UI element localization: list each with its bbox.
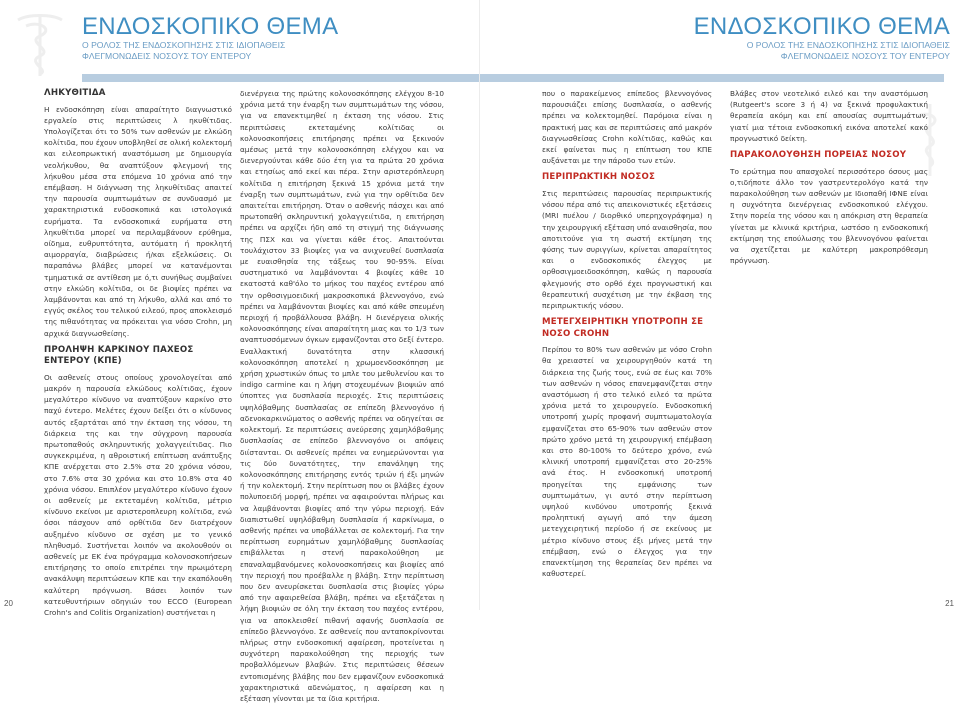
paragraph-surveillance: διενέργεια της πρώτης κολονοσκόπησης ελέγχου 8-10 χρόνια μετά την έναρξη των συμπτωμάτων της νόσου, για να επανεκτιμηθεί η έκταση της νόσου. Στις περιπτώσεις εκτεταμένης κολίτιδας οι κολονοσκοπήσεις επιτήρησης πρέπει να ξεκινούν αμέσως μετά την κολονοσκόπηση ελέγχου και να διενεργούνται κάθε δύο έτη για τα πρώτα 20 χρόνια και ετησίως από εκεί και πέρα. Στην αριστερόπλευρη κολίτιδα η επιτήρηση ξεκινά 15 χρόνια μετά την έναρξη των συμπτωμάτων, ενώ για την ορθίτιδα δεν απαιτείται επιτήρηση. Όταν ο ασθενής πάσχει και από πρωτοπαθή σκληρυντική χολαγγειίτιδα, η επιτήρηση πρέπει να αρχίζει ήδη από τη στιγμή της διάγνωσης της ΠΣΧ και να γίνεται κάθε έτος. Απαιτούνται τουλάχιστον 33 βιοψίες για να ανιχνευθεί δυσπλασία με ευαισθησία της τάξεως του 90-95%. Είναι συστηματικό να λαμβάνονται 4 βιοψίες κάθε 10 εκατοστά καθ'όλο το μήκος του παχέος εντέρου από την ορθοσιγμοειδική μακροσκοπικά βλεννογόνο, ενώ πρέπει να λαμβάνονται βιοψίες και από κάθε σπευμένη περιοχή ή προβάλλουσα βλάβη. Η διενέργεια ολικής κολονοσκόπησης είναι απαραίτητη μιας και το 1/3 των αναπτυσσόμενων όγκων εμφανίζονται στο δεξί έντερο. Εναλλακτική δυνατότητα στην κλασσική κολονοσκόπηση αποτελεί η χρωμοενδοσκόπηση με χρήση χρωστικών όπως το μπλε του μεθυλενίου και το indigo carmine και η λήψη στοχευμένων βιοψιών από ύποπτες για δυσπλασία περιοχές. Στις περιπτώσεις υψηλόβαθμης δυσπλασίας σε επίπεδη βλεννογόνο ή αδενοκαρκινώματος ο ασθενής πρέπει να οδηγείται σε κολεκτομή. Σε περιπτώσεις ανεύρεσης χαμηλόβαθμης δυσπλασίας σε επίπεδο βλεννογόνο οι απόψεις διίστανται. Οι ασθενείς πρέπει να ενημερώνονται για τις δύο δυνατότητες, την επανάληψη της κολονοσκόπησης επιτήρησης εντός τριών ή έξι μηνών ή την κολεκτομή. Στην περίπτωση που οι βλάβες έχουν πολυποειδή μορφή, πρέπει να αφαιρούνται πλήρως και να λαμβάνονται βιοψίες από την γύρω περιοχή. Εάν διαπιστωθεί υψηλόβαθμη δυσπλασία ή καρκίνωμα, ο ασθενής πρέπει να υποβάλλεται σε κολεκτομή. Για την περίπτωση ευρημάτων χαμηλόβαθμης δυσπλασίας επιβάλλεται η στενή παρακολούθηση με επαναλαμβανόμενες κολονοσκοπήσεις και βιοψίες από την περιοχή που προέβαλλε η βλάβη. Στην περίπτωση που δεν ανευρίσκεται δυσπλασία στις βιοψίες γύρω από την αφαιρεθείσα βλάβη, πρέπει να εξετάζεται η λήψη βιοψιών σε όλη την έκταση του παχέος εντέρου, για να αποκλεισθεί πιθανή αφανής δυσπλασία σε επίπεδο βλεννογόνο. Σε ασθενείς που ανταποκρίνονται πλήρως στην ενδοσκοπική αφαίρεση, προτείνεται η συχνότερη παρακολούθηση της περιοχής των προβαλλόμενων βλαβών. Στις περιπτώσεις θέσεων εντοπισμένης βλάβης που δεν εμφανίζουν ενδοσκοπικά χαρακτηριστικά αδενώματος, η αφαίρεση και η εξέταση γίνονται με τα ίδια κριτήρια. [240, 89, 444, 703]
section-heading-cancer-prevention: ΠΡΟΛΗΨΗ ΚΑΡΚΙΝΟΥ ΠΑΧΕΟΣ ΕΝΤΕΡΟΥ (ΚΠΕ) [44, 344, 194, 367]
section-heading-lekythitis: ΛΗΚΥΘΙΤΙΔΑ [44, 88, 106, 98]
left-header-subtitle-line2: ΦΛΕΓΜΟΝΩΔΕΙΣ ΝΟΣΟΥΣ ΤΟΥ ΕΝΤΕΡΟΥ [82, 50, 252, 61]
right-header-rule [480, 74, 944, 82]
left-header-rule [82, 74, 480, 82]
left-page [0, 0, 480, 703]
paragraph-monitoring: Το ερώτημα που απασχολεί περισσότερο όσους μας ο,τιδήποτε άλλο τον γαστρεντερολόγο κατά την παρακολούθηση των ασθενών με Ιδιοπαθή ΙΦΝΕ είναι η συχνότητα διενέργειας ενδοσκοπικού ελέγχου. Στην πορεία της νόσου και η απόκριση στη θεραπεία γίνεται με κλινικά κριτήρια, ωστόσο η ενδοσκοπική εκτίμηση της επούλωσης του βλεννογόνου φαίνεται να σχετίζεται με καλύτερη μακροπρόθεσμη πρόγνωση. [730, 166, 928, 266]
paragraph-postop-crohn: Περίπου το 80% των ασθενών με νόσο Crohn θα χρειαστεί να χειρουργηθούν κατά τη διάρκεια της ζωής τους, ενώ σε έως και 70% των ασθενών η νόσος επανεμφανίζεται στην αναστόμωση ή στο τελικό ειλεό τα πρώτα χρόνια μετά το χειρουργείο. Ενδοσκοπική υποτροπή χωρίς προφανή συμπτωματολογία εμφανίζεται στο 65-90% των ασθενών στον πρώτο χρόνο μετά τη χειρουργική επέμβαση και στο 80-100% το δεύτερο χρόνο, ενώ κλινική υποτροπή εμφανίζεται στο 20-25% ανά έτος. Η ενδοσκοπική υποτροπή προηγείται της εμφάνισης των συμπτωμάτων, γι αυτό στην περίπτωση υψηλού κινδύνου υποτροπής ξεκινά προληπτική αγωγή από την άμεση μετεγχειρητική περίοδο ή σε εκείνους με μέτριο κίνδυνο στους έξι μήνες μετά την επέμβαση, ενώ ο έλεγχος για την επανεκτίμηση της θεραπείας δεν πρέπει να καθυστερεί. [542, 345, 712, 579]
paragraph-cancer-prevention: Οι ασθενείς στους οποίους χρονολογείται από μακρόν η παρουσία ελκώδους κολίτιδας, έχουν μεγαλύτερο κίνδυνο να αναπτύξουν καρκίνο στο παχύ έντερο. Μελέτες έχουν δείξει ότι ο κίνδυνος αυτός εξαρτάται από την έκταση της νόσου, τη διάρκεια της και την σύγχρονη παρουσία πρωτοπαθούς σκληρυντικής χολαγγειίτιδας. Πιο συγκεκριμένα, η αθροιστική επίπτωση ανάπτυξης ΚΠΕ ανέρχεται στο 2.5% στα 20 χρόνια νόσου, στο 7.6% στα 30 χρόνια και στο 10.8% στα 40 χρόνια νόσου. Επιπλέον μεγαλύτερο κίνδυνο έχουν οι ασθενείς με εκτεταμένη κολίτιδα, μέτριο κίνδυνο εκείνοι με αριστεροπλευρη κολίτιδα, ενώ όσοι πάσχουν από ορθίτιδα δεν διατρέχουν αυξημένο κίνδυνο σε σχέση με το γενικό πληθυσμό. Συστήνεται λοιπόν να ακολουθούν οι ασθενείς με ΕΚ ένα πρόγραμμα κολονοσκοπήσεων επιτήρησης το οποίο επιτρέπει την πρωιμότερη ανακάλυψη περιπτώσεων ΚΠΕ και την εκαπόλουθη καλύτερη πρόγνωση. Βάσει λοιπόν των κατευθυντήριων οδηγιών του ECCO (European Crohn's and Colitis Organization) συστήνεται η [44, 372, 232, 618]
page-number-left: 20 [4, 599, 13, 608]
paragraph-lekythitis: Η ενδοσκόπηση είναι απαραίτητο διαγνωστικό εργαλείο στις περιπτώσεις λ ηκυθίτιδας. Υπολογίζεται ότι το 50% των ασθενών με ελκώδη κολίτιδα, που έχουν υποβληθεί σε ολική κολεκτομή και ειλεοπρωκτική αναστόμωση με δημιουργία νεολήκυθου, θα αναπτύξουν φλεγμονή της λήκυθου μέσα στα επόμενα 10 χρόνια από την επέμβαση. Η διάγνωση της ληκυθίτιδας απαιτεί την παρουσία συμπτωμάτων σε συνδυασμό με χαρακτηριστικά ενδοσκοπικά και ιστολογικά ευρήματα. Τα ενδοσκοπικά ευρήματα στη ληκυθίτιδα μπορεί να περιλαμβάνουν ερύθημα, οίδημα, ευθρυπτότητα, αυτόματη ή προκλητή αιμορραγία, διαβρώσεις ή/και εξελκώσεις. Οι παραπάνω βλάβες μπορεί να κατανέμονται τμηματικά σε αντίθεση με ό,τι συνήθως συμβαίνει στην ελκώδη κολίτιδα, οι δε βιοψίες πρέπει να λαμβάνονται και από τη λήκυθο, αλλά και από το εγγύς σκέλος του τελικού ειλεού, προς αποκλεισμό της πιθανότητας να πρόκειται για νόσο Crohn, μη αρχικά διαγνωσθείσης. [44, 104, 233, 338]
right-header-subtitle-line2: ΦΛΕΓΜΟΝΩΔΕΙΣ ΝΟΣΟΥΣ ΤΟΥ ΕΝΤΕΡΟΥ [780, 50, 950, 61]
section-heading-perianal: ΠΕΡΙΠΡΩΚΤΙΚΗ ΝΟΣΟΣ [542, 172, 656, 183]
left-column-1 [44, 88, 233, 618]
paragraph-colectomy: που ο παρακείμενος επίπεδος βλεννογόνος παρουσιάζει επίσης δυσπλασία, ο ασθενής πρέπει να κολεκτομηθεί. Παρόμοια είναι η πρακτική μας και σε περιπτώσεις από μακρόν διαγνωσθείσας Crohn κολίτιδας, καθώς και εκεί φαίνεται πως η επίπτωση του ΚΠΕ αυξάνεται με την πάροδο των ετών. [542, 89, 712, 166]
left-column-2 [240, 88, 444, 703]
left-header-subtitle-line1: Ο ΡΟΛΟΣ ΤΗΣ ΕΝΔΟΣΚΟΠΗΣΗΣ ΣΤΙΣ ΙΔΙΟΠΑΘΕΙΣ [82, 40, 286, 50]
right-header-title: ΕΝΔΟΣΚΟΠΙΚΟ ΘΕΜΑ [693, 13, 950, 40]
left-header [82, 14, 338, 61]
section-heading-postop-crohn: ΜΕΤΕΓΧΕΙΡΗΤΙΚΗ ΥΠΟΤΡΟΠΗ ΣΕ ΝΟΣΟ CROHN [542, 317, 704, 339]
right-page [480, 0, 960, 610]
right-column-1 [542, 88, 712, 594]
right-header-subtitle-line1: Ο ΡΟΛΟΣ ΤΗΣ ΕΝΔΟΣΚΟΠΗΣΗΣ ΣΤΙΣ ΙΔΙΟΠΑΘΕΙΣ [746, 40, 950, 50]
section-heading-monitoring: ΠΑΡΑΚΟΛΟΥΘΗΣΗ ΠΟΡΕΙΑΣ ΝΟΣΟΥ [730, 150, 907, 161]
right-header [694, 14, 950, 61]
medical-watermark-icon [4, 8, 76, 80]
paragraph-perianal: Στις περιπτώσεις παρουσίας περιπρωκτικής νόσου πέρα από τις απεικονιστικές εξετάσεις (MRI πυέλου / διορθικό υπερηχογράφημα) η την χειρουργική εξέταση υπό αναισθησία, που αποτιτούνε για τη σωστή εκτίμηση της φύσης των συριγγίων, κρίνεται απαραίτητος και ο ενδοσκοπικός έλεγχος με ορθοσιγμοειδοσκόπηση, καθώς η παρουσία φλεγμονής στο ορθό έχει προγνωστική και θεραπευτική συσχέτιση με την έκβαση της περιπρωκτικής νόσου. [542, 188, 712, 310]
right-column-2 [730, 88, 928, 312]
paragraph-rutgeerts: Βλάβες στον νεοτελικό ειλεό και την αναστόμωση (Rutgeert's score 3 ή 4) να ξεκινά προφυλακτική θεραπεία ακόμη και επί απουσίας συμπτωμάτων, γιατί μια τέτοια ενδοσκοπική εικόνα αποτελεί κακό προγνωστικό δείκτη. [730, 89, 928, 143]
left-header-title: ΕΝΔΟΣΚΟΠΙΚΟ ΘΕΜΑ [82, 13, 339, 40]
page-number-right: 21 [945, 599, 954, 608]
